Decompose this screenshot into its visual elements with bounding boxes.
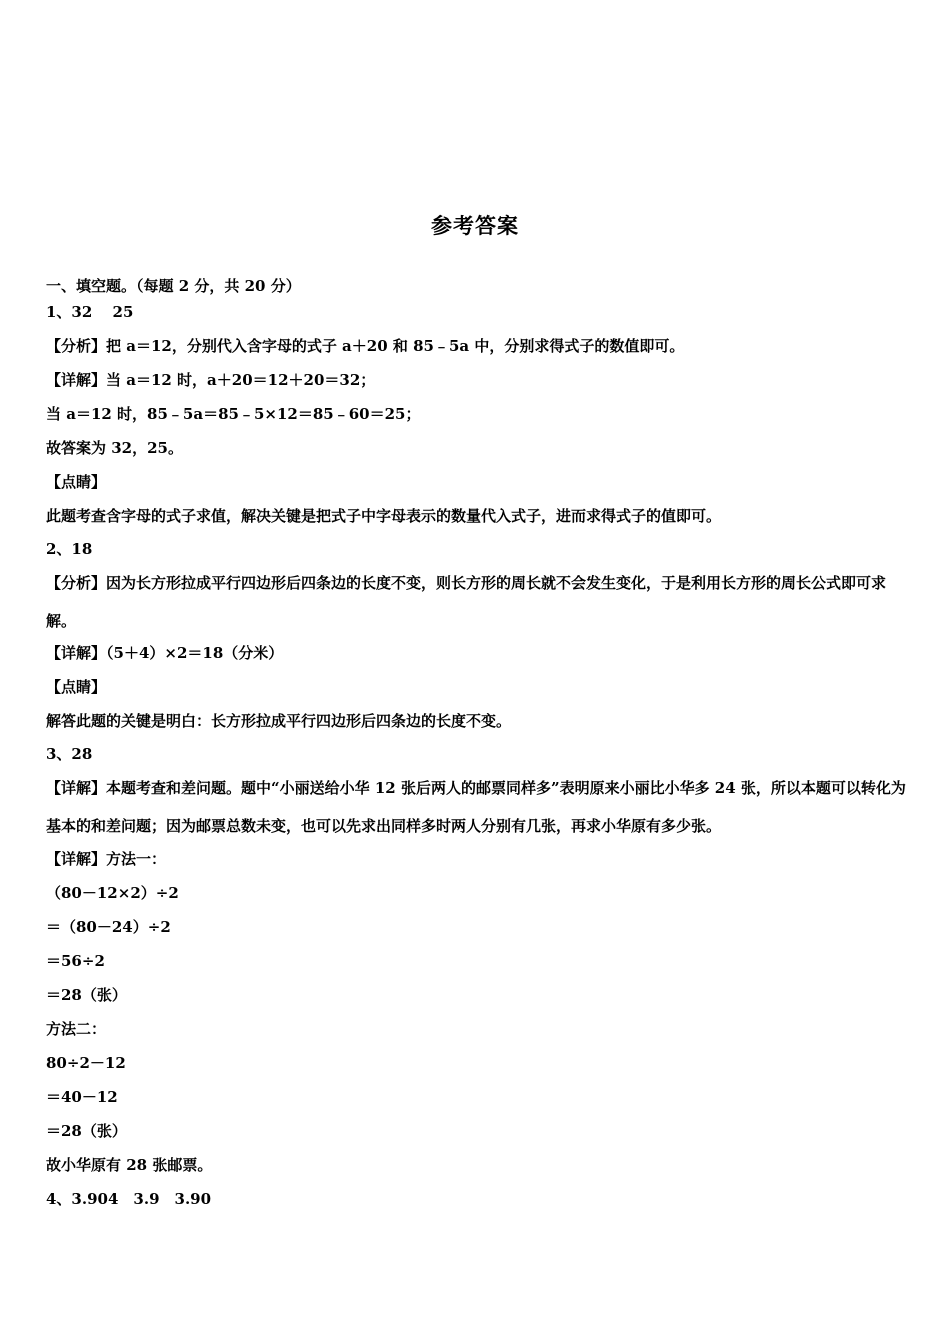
method-two-heading: 方法二： xyxy=(46,1020,107,1038)
analysis-2: 【分析】因为长方形拉成平行四边形后四条边的长度不变，则长方形的周长就不会发生变化，于是利用长方形的周长公式即可求解。 xyxy=(46,574,887,630)
calc-step: （80－12×2）÷2 xyxy=(46,884,179,902)
calc-step: ＝28（张） xyxy=(46,986,127,1004)
answer-3: 3、28 xyxy=(46,745,93,763)
analysis-1: 【分析】把 a＝12，分别代入含字母的式子 a＋20 和 85﹣5a 中，分别求得式子的数值即可。 xyxy=(46,337,685,355)
remark-heading-2: 【点睛】 xyxy=(46,678,107,696)
calc-step: ＝28（张） xyxy=(46,1122,127,1140)
detail-3: 【详解】本题考查和差问题。题中“小丽送给小华 12 张后两人的邮票同样多”表明原来小丽比小华多 24 张，所以本题可以转化为基本的和差问题；因为邮票总数未变，也可以先求出同样多时两人分别有几张，再求小华原有多少张。 xyxy=(46,779,906,835)
calc-step: ＝40－12 xyxy=(46,1088,118,1106)
remark-2: 解答此题的关键是明白：长方形拉成平行四边形后四条边的长度不变。 xyxy=(46,712,512,730)
method-one-heading: 【详解】方法一： xyxy=(46,850,167,868)
answer-4: 4、3.904 3.9 3.90 xyxy=(46,1190,212,1208)
answer-2: 2、18 xyxy=(46,540,93,558)
calc-step: ＝（80－24）÷2 xyxy=(46,918,171,936)
conclusion-1: 故答案为 32，25。 xyxy=(46,439,183,457)
detail-1: 【详解】当 a＝12 时，a＋20＝12＋20＝32； xyxy=(46,371,376,389)
detail-1-line2: 当 a＝12 时，85﹣5a＝85﹣5×12＝85﹣60＝25； xyxy=(46,405,421,423)
calc-step: ＝56÷2 xyxy=(46,952,105,970)
remark-heading-1: 【点睛】 xyxy=(46,473,107,491)
remark-1: 此题考查含字母的式子求值，解决关键是把式子中字母表示的数量代入式子，进而求得式子的值即可。 xyxy=(46,507,722,525)
section-heading: 一、填空题。（每题 2 分，共 20 分） xyxy=(46,277,301,295)
answer-1: 1、32 25 xyxy=(46,303,134,321)
calc-step: 80÷2－12 xyxy=(46,1054,126,1072)
detail-2: 【详解】（5＋4）×2＝18（分米） xyxy=(46,644,284,662)
page-title: 参考答案 xyxy=(431,213,519,238)
conclusion-3: 故小华原有 28 张邮票。 xyxy=(46,1156,213,1174)
